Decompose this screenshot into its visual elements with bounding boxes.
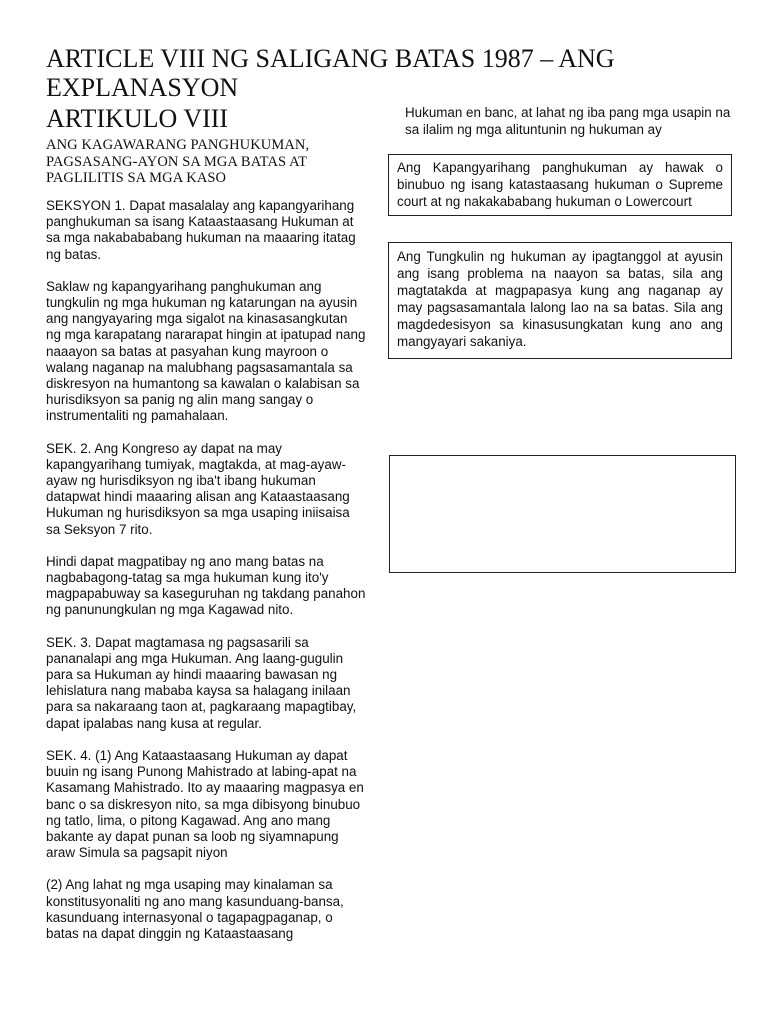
section-4-1-paragraph: SEK. 4. (1) Ang Kataastaasang Hukuman ay dapat buuin ng isang Punong Mahistrado at labing-apat na Kasamang Mahistrado. Ito ay maaaring magpasya en banc o sa diskresyon nito, sa mga dibisyong binubuo ng tatlo, lima, o pitong Kagawad. Ang ano mang bakante ay dapat punan sa loob ng siyamnapung araw Simula sa pagsapit niyon xyxy=(46,747,364,861)
left-column xyxy=(46,198,366,958)
note-text: Ang Tungkulin ng hukuman ay ipagtanggol at ayusin ang isang problema na naayon sa batas, sila ang magtatakda at magpapasya kung ang naganap ay may pagsasamantala lalong lao na sa batas. Sila ang magdedesisyon sa kinasusungkatan kung ano ang mangyayari sakaniya. xyxy=(397,249,723,349)
section-3-paragraph: SEK. 3. Dapat magtamasa ng pagsasarili sa pananalapi ang mga Hukuman. Ang laang-gugulin para sa Hukuman ay hindi maaaring bawasan ng lehislatura nang mababa kaysa sa halagang inilaan para sa nakaraang taon at, pagkaraang mapagtibay, dapat ipalabas nang kusa at regular. xyxy=(46,634,357,731)
article-heading: ARTIKULO VIII xyxy=(46,104,229,133)
section-4-2-paragraph: (2) Ang lahat ng mga usaping may kinalaman sa konstitusyonaliti ng ano mang kasunduang-bansa, kasunduang internasyonal o tagapagpaganap, o batas na dapat dinggin ng Kataastaasang xyxy=(46,877,344,941)
note-text: Ang Kapangyarihang panghukuman ay hawak o binubuo ng isang katastaasang hukuman o Supreme court at ng nakakababang hukuman o Lowercourt xyxy=(397,160,723,209)
note-box-empty xyxy=(389,455,736,573)
section-1-scope-paragraph: Saklaw ng kapangyarihang panghukuman ang tungkulin ng mga hukuman ng katarungan na ayusin ang nangyayaring mga sigalot na kinasasangkutan ng mga karapatang nararapat hingin at ipatupad nang naaayon sa batas at pasyahan kung mayroon o walang naganap na malubhang pagsasamantala sa diskresyon na humantong sa kawalan o kalabisan sa hurisdiksyon sa panig ng alin mang sangay o instrumentaliti ng pamahalaan. xyxy=(46,278,366,424)
section-1-paragraph: SEKSYON 1. Dapat masalalay ang kapangyarihang panghukuman sa isang Kataastaasang Hukuman at sa mga nakabababang hukuman na maaaring itatag ng batas. xyxy=(46,198,356,262)
document-title: ARTICLE VIII NG SALIGANG BATAS 1987 – ANG EXPLANASYON xyxy=(46,44,615,102)
note-box-judicial-power xyxy=(388,154,732,216)
article-subheading: ANG KAGAWARANG PANGHUKUMAN, PAGSASANG-AYON SA MGA BATAS AT PAGLILITIS SA MGA KASO xyxy=(46,137,310,186)
section-2-paragraph: SEK. 2. Ang Kongreso ay dapat na may kapangyarihang tumiyak, magtakda, at mag-ayaw-ayaw ng hurisdiksyon ng iba't ibang hukuman datapwat hindi maaaring alisan ang Kataastaasang Hukuman ng hurisdiksyon sa mga usaping iniisaisa sa Seksyon 7 rito. xyxy=(46,440,350,537)
note-box-court-duty xyxy=(388,242,732,359)
right-column-continuation: Hukuman en banc, at lahat ng iba pang mga usapin na sa ilalim ng mga alituntunin ng hukuman ay xyxy=(405,105,731,137)
section-2-tenure-paragraph: Hindi dapat magpatibay ng ano mang batas na nagbabagong-tatag sa mga hukuman kung ito'y magpapabuway sa kaseguruhan ng takdang panahon ng panunungkulan ng mga Kagawad nito. xyxy=(46,553,366,618)
